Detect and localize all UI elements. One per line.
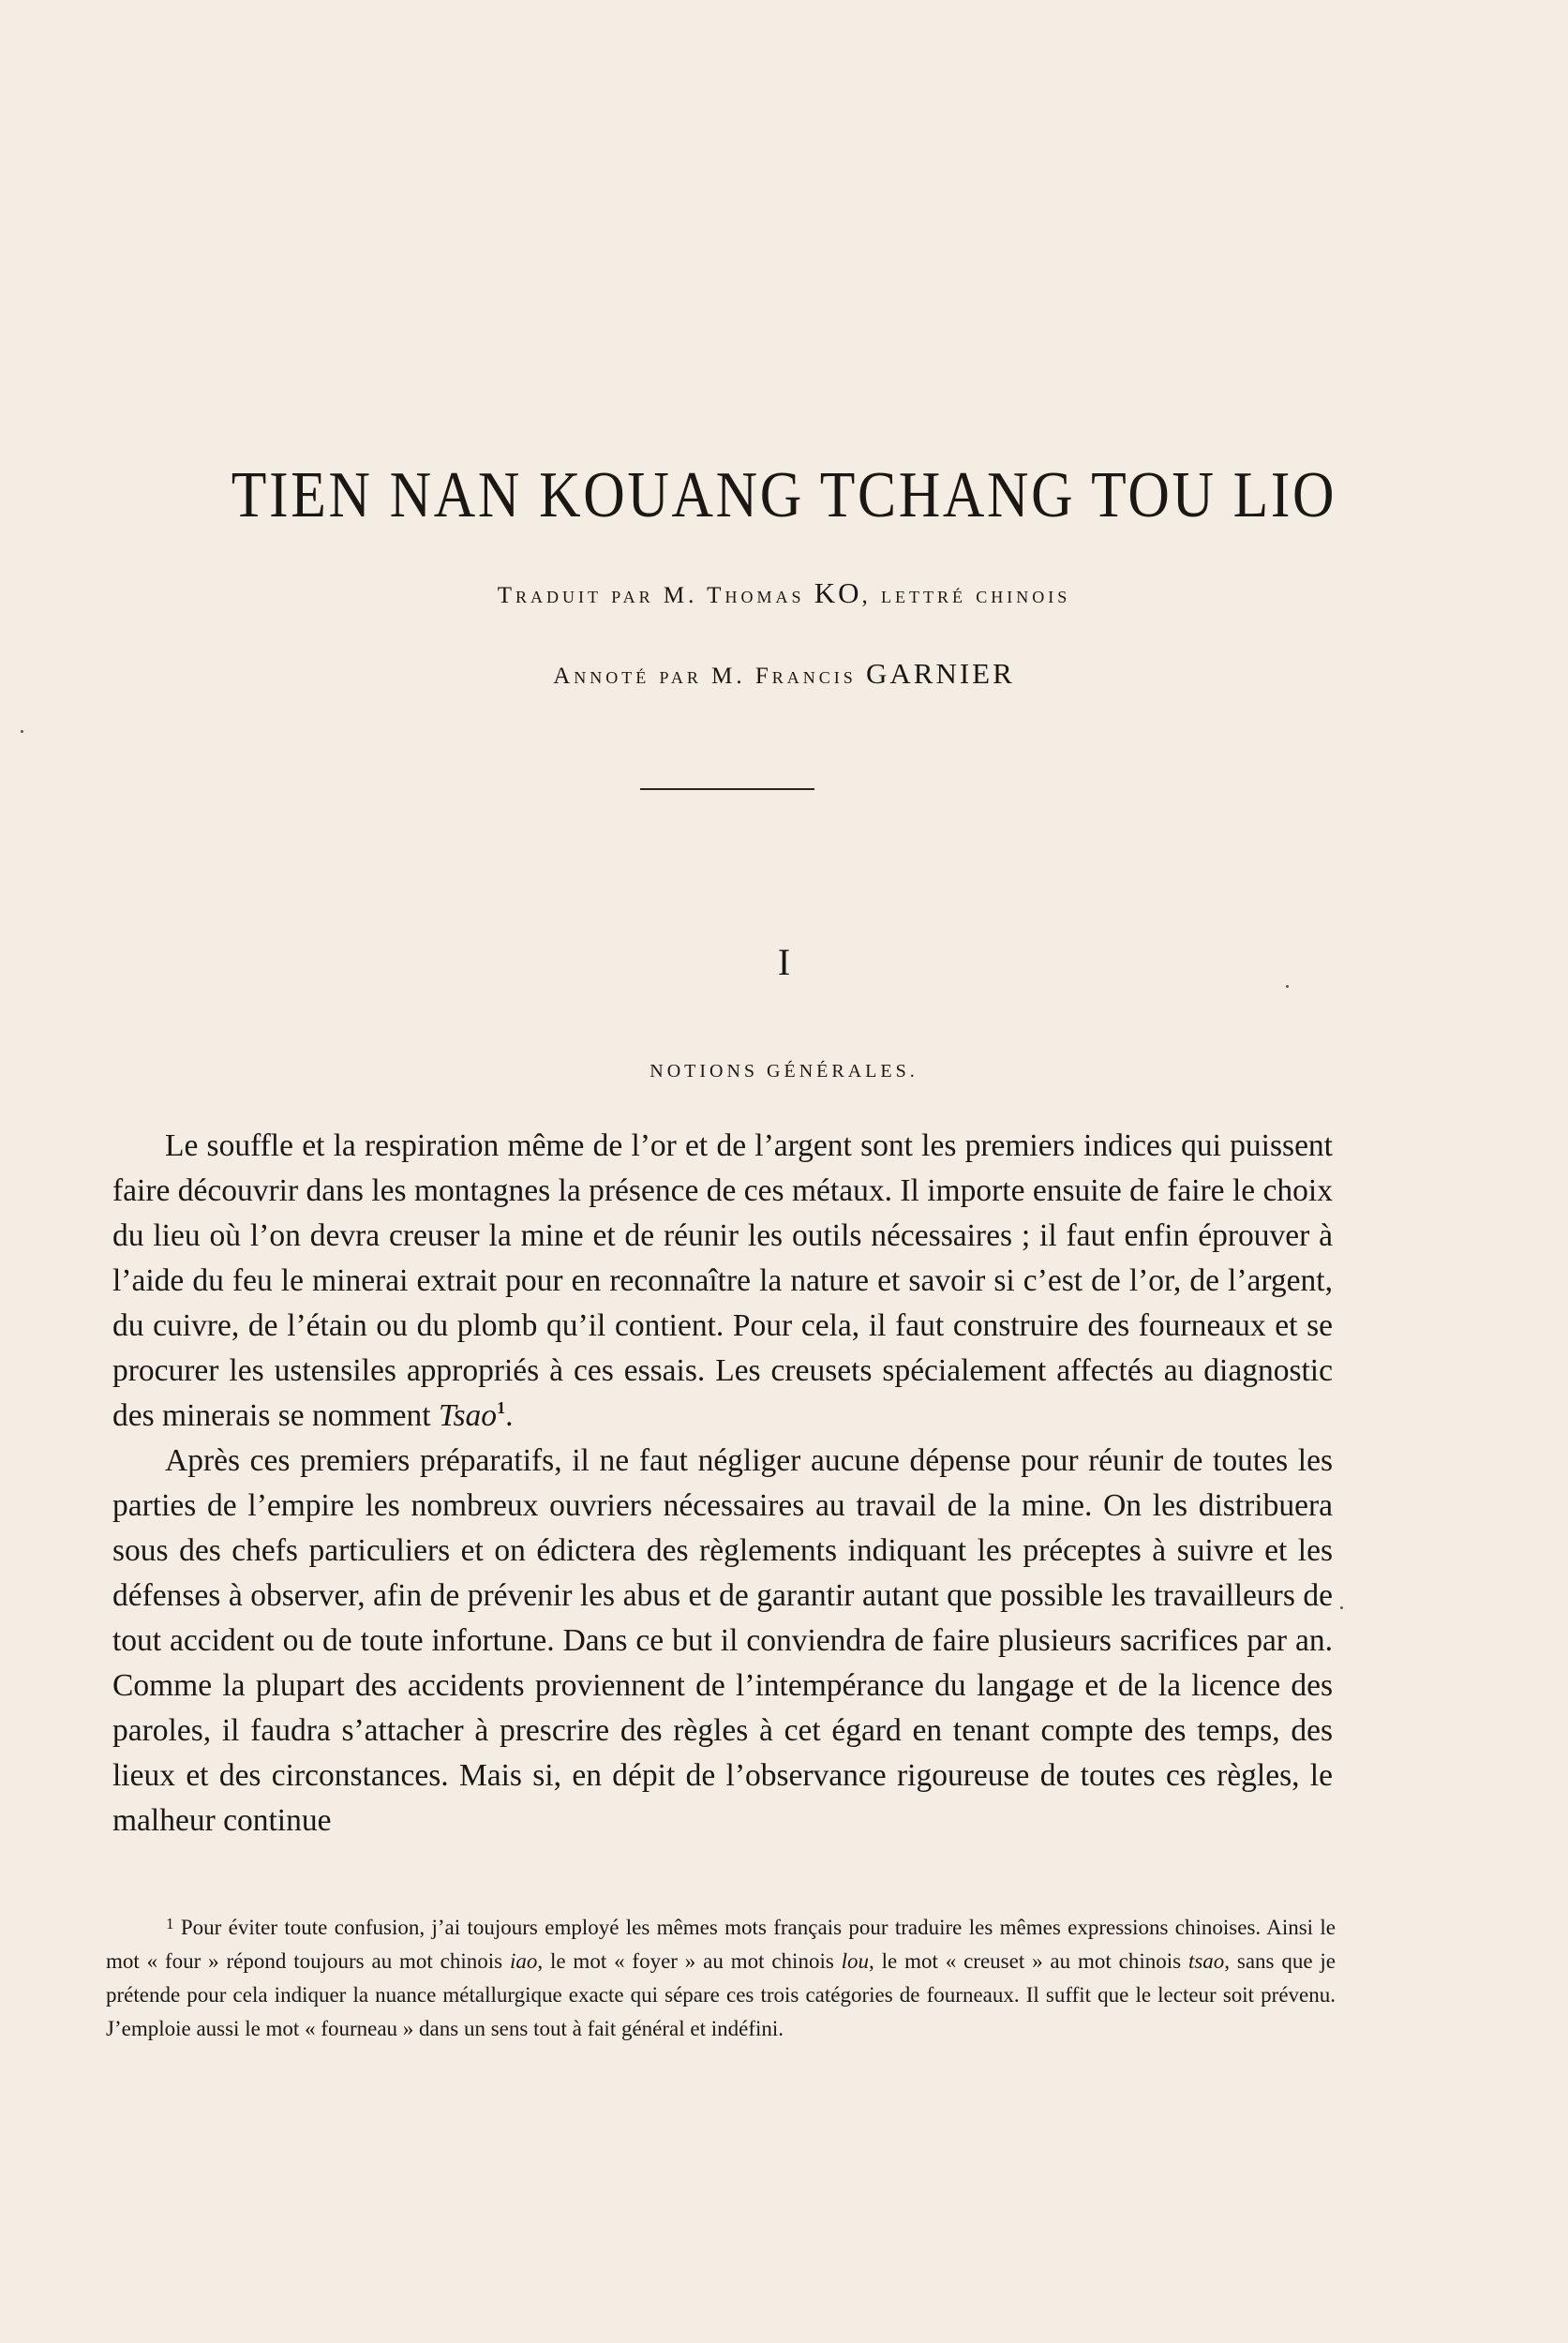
paragraph-2: Après ces premiers préparatifs, il ne faut négliger aucune dépense pour réunir de toutes les parties de l’empire les nombreux ouvriers nécessaires au travail de la mine. On les distribuera sous des chefs particuliers et on édictera des règlements indiquant les préceptes à suivre et les défenses à observer, afin de prévenir les abus et de garantir autant que possible les travailleurs de tout accident ou de toute infortune. Dans ce but il conviendra de faire plusieurs sacrifices par an. Comme la plupart des accidents proviennent de l’intempérance du langage et de la licence des paroles, il faudra s’attacher à prescrire des règles à cet égard en tenant compte des temps, des lieux et des circonstances. Mais si, en dépit de l’observance rigoureuse de toutes ces règles, le malheur continue xyxy=(112,1443,1333,1838)
translator-name: KO xyxy=(814,576,862,609)
footnote-term-iao: iao xyxy=(509,1949,538,1973)
annotator-prefix: Annoté par M. Francis xyxy=(553,664,857,689)
annotator-name: GARNIER xyxy=(866,657,1015,690)
footnote-text xyxy=(106,1911,1336,2046)
paragraph-1-end: . xyxy=(505,1398,514,1433)
annotator-byline xyxy=(0,657,1568,691)
translator-prefix: Traduit par M. Thomas xyxy=(497,583,805,608)
paragraph-1-text: Le souffle et la respiration même de l’or et de l’argent sont les premiers indices qui puissent faire découvrir dans les montagnes la présence de ces métaux. Il importe ensuite de faire le choix du lieu où l’on devra creuser la mine et de réunir les outils nécessaires ; il faut enfin éprouver à l’aide du feu le minerai extrait pour en reconnaître la nature et savoir si c’est de l’or, de l’argent, du cuivre, de l’étain ou du plomb qu’il contient. Pour cela, il faut construire des fourneaux et se procurer les ustensiles appropriés à ces essais. Les creusets spécialement affectés au diagnostic des minerais se nomment xyxy=(112,1128,1333,1433)
translator-byline xyxy=(0,576,1568,610)
footnote-term-tsao: tsao xyxy=(1187,1949,1225,1973)
translator-suffix: , lettré chinois xyxy=(861,583,1071,608)
term-tsao: Tsao xyxy=(438,1398,498,1433)
section-heading: NOTIONS GÉNÉRALES. xyxy=(650,1061,918,1082)
footnote-part-1: Pour éviter toute confusion, j’ai toujours employé les mêmes mots français pour traduire les mêmes expressions chinoises. Ainsi le mot « four » répond toujours au mot chinois xyxy=(106,1916,1337,1973)
paper-speck xyxy=(1286,985,1289,988)
document-title: TIEN NAN KOUANG TCHANG TOU LIO xyxy=(231,458,1337,531)
footnote-reference[interactable]: 1 xyxy=(497,1398,506,1417)
footnote-marker: 1 xyxy=(166,1915,174,1933)
paper-speck xyxy=(21,730,23,733)
chapter-number: I xyxy=(777,941,791,983)
footnote xyxy=(106,1911,1336,2046)
title-divider xyxy=(640,788,814,790)
body-text xyxy=(112,1124,1333,1843)
paragraph-1 xyxy=(112,1124,1333,1439)
footnote-part-3: , le mot « creuset » au mot chinois xyxy=(869,1949,1182,1973)
footnote-part-2: , le mot « foyer » au mot chinois xyxy=(537,1949,834,1973)
footnote-term-lou: lou xyxy=(841,1949,870,1973)
paper-speck xyxy=(1340,1606,1343,1609)
footnote-part-4: , sans que je prétende pour cela indiquer la nuance métallurgique exacte qui sépare ces trois catégories de fourneaux. Il suffit que le lecteur soit prévenu. J’emploie aussi le mot « fourneau » dans un sens tout à fait général et indéfini. xyxy=(106,1949,1337,2040)
